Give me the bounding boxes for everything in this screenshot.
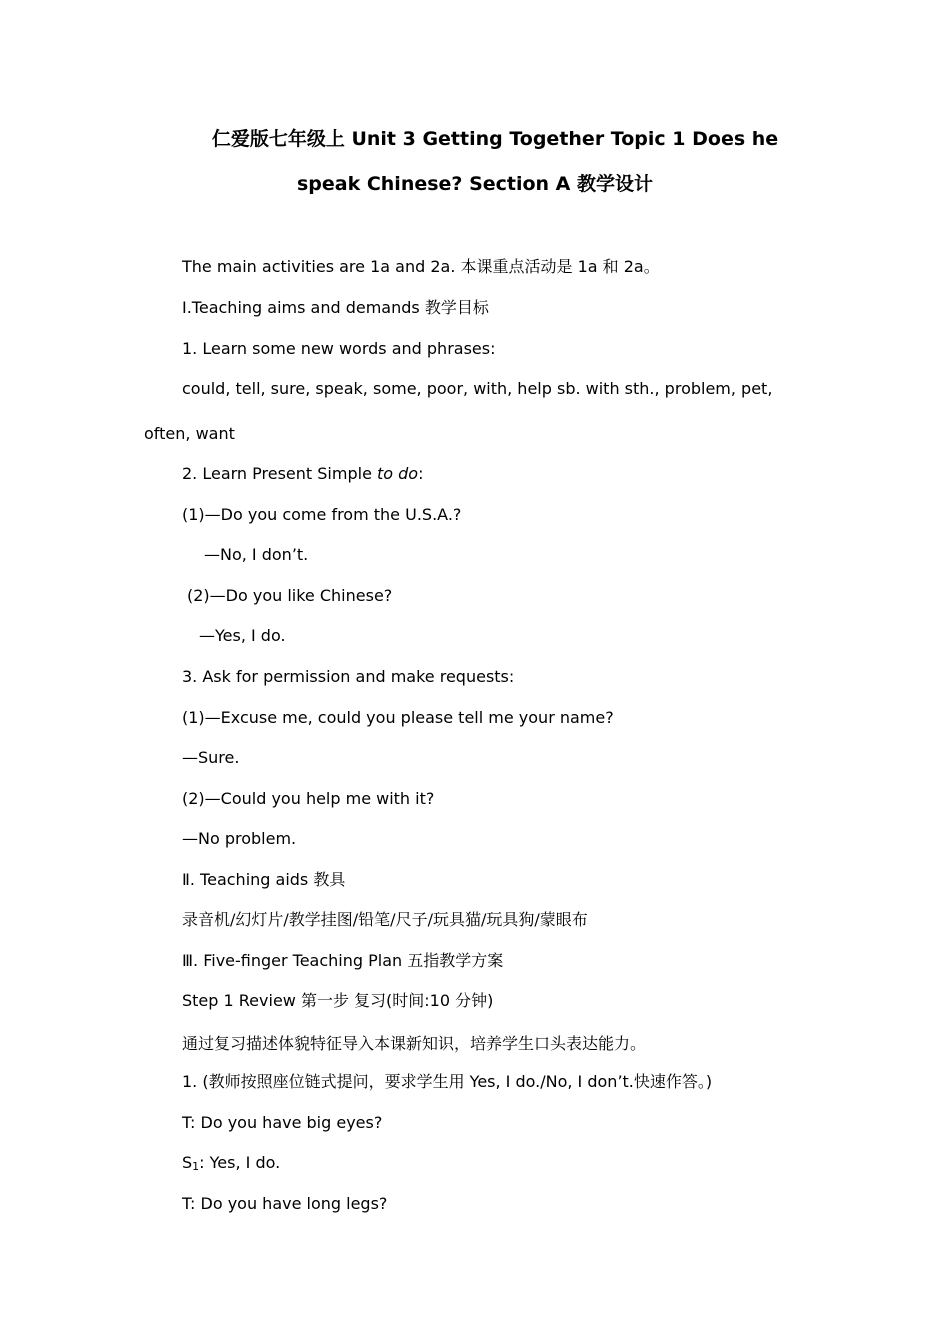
section-heading-aims: Ⅰ.Teaching aims and demands 教学目标 bbox=[182, 298, 489, 317]
request-1-question: (1)—Excuse me, could you please tell me your name? bbox=[182, 708, 614, 727]
request-1-answer: —Sure. bbox=[182, 748, 240, 767]
section-heading-plan: Ⅲ. Five-finger Teaching Plan 五指教学方案 bbox=[182, 951, 504, 970]
student-answer: : Yes, I do. bbox=[199, 1153, 281, 1172]
aim-2-italic: to do bbox=[377, 464, 419, 483]
aim-3-heading: 3. Ask for permission and make requests: bbox=[182, 667, 515, 686]
word-list-line-2: often, want bbox=[144, 424, 235, 443]
aim-2-text: 2. Learn Present Simple bbox=[182, 464, 377, 483]
step-1-description: 通过复习描述体貌特征导入本课新知识，培养学生口头表达能力。 bbox=[182, 1034, 647, 1053]
document-title-line-1: 仁爱版七年级上 Unit 3 Getting Together Topic 1 Does he bbox=[211, 128, 779, 150]
aim-2-heading bbox=[182, 463, 423, 485]
aim-2-colon: : bbox=[418, 464, 424, 483]
student-subscript: 1 bbox=[192, 1160, 200, 1173]
request-2-answer: —No problem. bbox=[182, 829, 297, 848]
word-list-line-1: could, tell, sure, speak, some, poor, with, help sb. with sth., problem, pet, bbox=[182, 379, 773, 398]
student-label: S bbox=[182, 1153, 193, 1172]
request-2-question: (2)—Could you help me with it? bbox=[182, 789, 435, 808]
section-heading-aids: Ⅱ. Teaching aids 教具 bbox=[182, 870, 346, 889]
example-2-question: (2)—Do you like Chinese? bbox=[187, 586, 393, 605]
dialogue-student-1 bbox=[182, 1152, 280, 1178]
step-1-heading: Step 1 Review 第一步 复习(时间:10 分钟) bbox=[182, 991, 494, 1010]
intro-line: The main activities are 1a and 2a. 本课重点活动是 1a 和 2a。 bbox=[182, 257, 660, 276]
aim-1-heading: 1. Learn some new words and phrases: bbox=[182, 339, 496, 358]
dialogue-teacher-1: T: Do you have big eyes? bbox=[182, 1113, 383, 1132]
document-title-line-2: speak Chinese? Section A 教学设计 bbox=[296, 173, 654, 195]
aids-list: 录音机/幻灯片/教学挂图/铅笔/尺子/玩具猫/玩具狗/蒙眼布 bbox=[182, 910, 588, 929]
step-1-instruction: 1. (教师按照座位链式提问，要求学生用 Yes, I do./No, I don’t.快速作答。) bbox=[182, 1072, 713, 1091]
example-2-answer: —Yes, I do. bbox=[199, 626, 286, 645]
dialogue-teacher-2: T: Do you have long legs? bbox=[182, 1194, 388, 1213]
example-1-question: (1)—Do you come from the U.S.A.? bbox=[182, 505, 462, 524]
example-1-answer: —No, I don’t. bbox=[204, 545, 309, 564]
